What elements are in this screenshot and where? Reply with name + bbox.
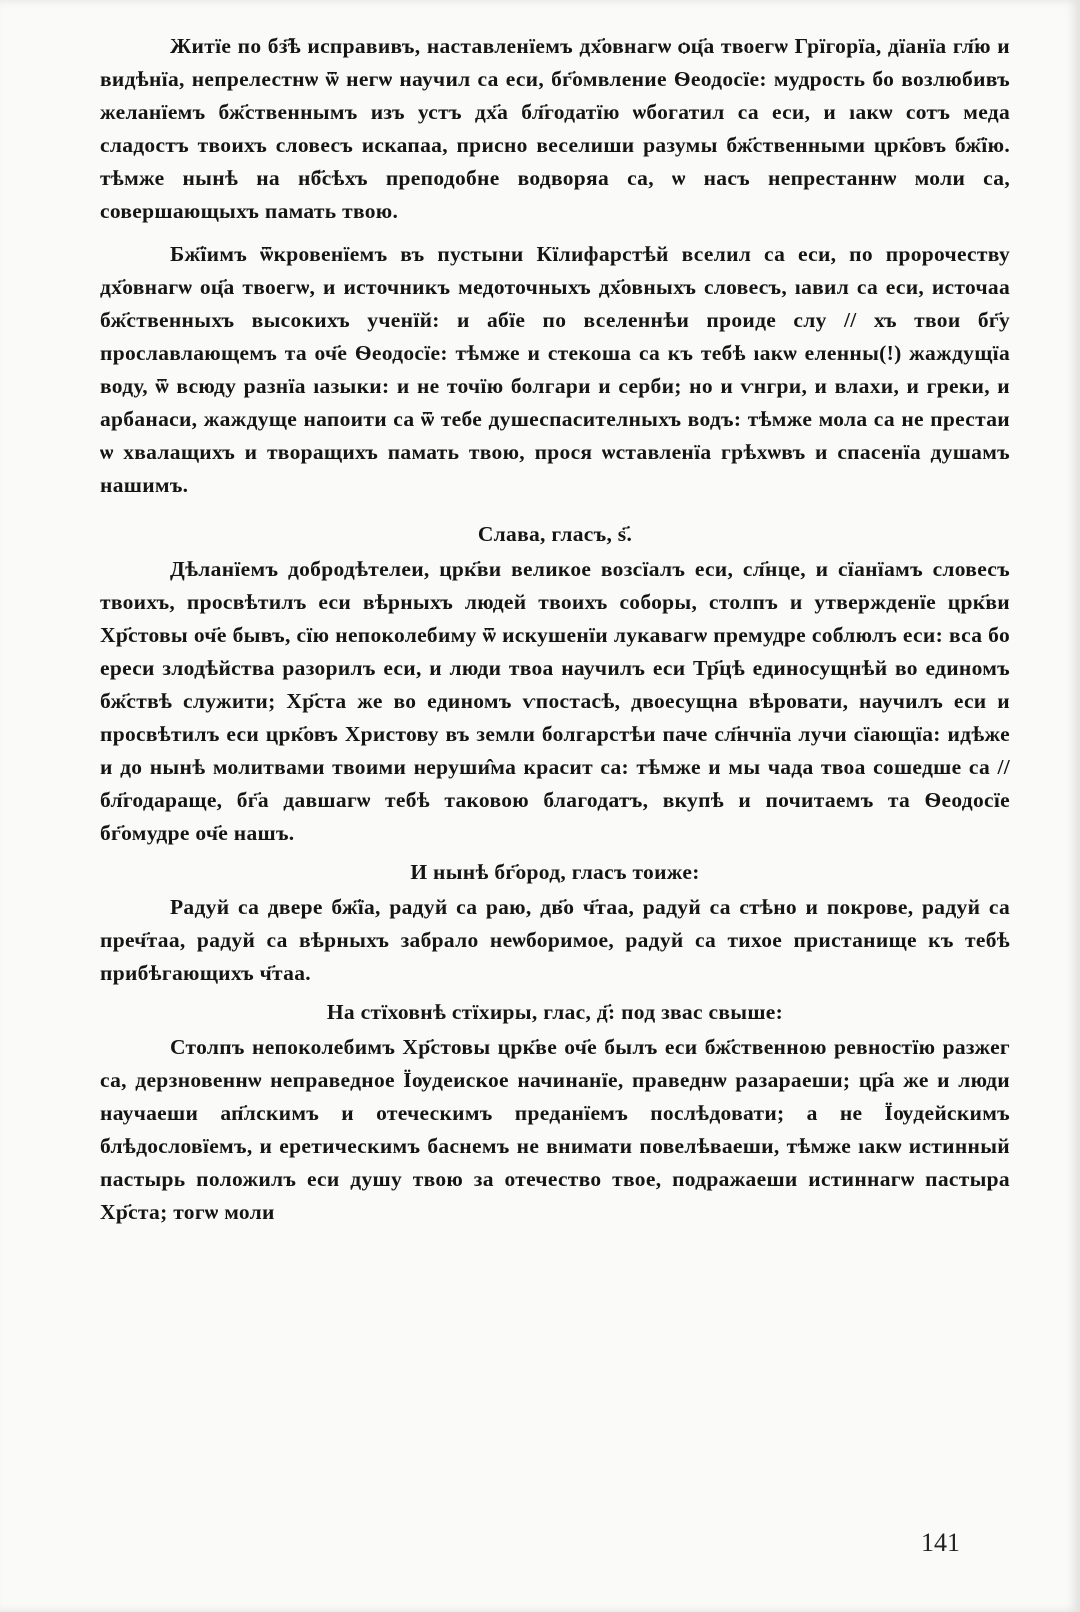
paragraph-2: Бж҃їимъ ѿкровенїемъ въ пустыни Кїлифарстѣй вселил са еси, по пророчеству дх҃овнагѡ оц҃а твоегѡ, и источникъ медоточныхъ дх҃овныхъ словесъ, ıавил са еси, источаа бж҃ственныхъ высокихъ ученїй: и абїе по вселеннѣи проиде слу // хъ твои бг҃у прославлающемъ та оч҃е Ѳеодосїе: тѣмже и стекоша са къ тебѣ ıакѡ еленны(!) жаждущїа воду, ѿ всюду разнїа ıазыки: и не точїю болгари и серби; но и ѵнгри, и влахи, и греки, и арбанаси, жаждуще напоити са ѿ тебе душеспасителныхъ водъ: тѣмже мола са не престаи ѡ хвалащихъ и творащихъ памать твою, прося ѡставленїа грѣхѡвъ и спасенїа душамъ нашимъ. (100, 242, 1010, 497)
paragraph-theotokion: Радуй са двере бж҃їа, радуй са раю, дв҃о ч҃таа, радуй са стѣно и покрове, радуй са преч҃таа, радуй са вѣрныхъ забрало неѡборимое, радуй са тихое пристанище къ тебѣ прибѣгающихъ ч҃таа. (100, 895, 1010, 985)
heading-theotokion: И нынѣ бг҃ород, гласъ тоиже: (410, 860, 700, 884)
paragraph-stichera: Столпъ непоколебимъ Хр҃стовы црк҃ве оч҃е былъ еси бж҃ственною ревностїю разжег са, дерзновеннѡ неправедное Їѹдеиское начинанїе, праведнѡ разараеши; цр҃а же и люди научаеши ап҃лскимъ и отеческимъ преданїемъ послѣдовати; а не Їѹдейскимъ блѣдословїемъ, и еретическимъ баснемъ не внимати повелѣваеши, тѣмже ıакѡ истинный пастырь положилъ еси душу твою за отечество твое, подражаеши истиннагѡ пастыра Хр҃ста; тогѡ моли (100, 1035, 1010, 1224)
heading-stichera: На стїховнѣ стїхиры, глас, д҃: под звас свыше: (326, 1000, 784, 1024)
heading-glory: Слава, гласъ, ѕ҃. (477, 522, 633, 546)
paragraph-1: Житїе по бз҃ѣ исправивъ, наставленїемъ дх҃овнагѡ ѻц҃а твоегѡ Грїгорїа, дїанїа гл҃ю и видѣнїа, непрелестнѡ ѿ негѡ научил са еси, бг҃омвление Ѳеодосїе: мудрость бо возлюбивъ желанїемъ бж҃ственнымъ изъ устъ дх҃а бл҃годатїю ѡбогатил са еси, и ıакѡ сотъ меда сладостъ твоихъ словесъ искапаа, присно веселиши разумы бж҃ственными црк҃овъ бж҃їю. тѣмже нынѣ на нб҃сѣхъ преподобне водворяа са, ѡ насъ непрестаннѡ моли са, совершающыхъ памать твою. (100, 34, 1010, 223)
page-text (100, 30, 1010, 1229)
page-number: 141 (921, 1528, 960, 1557)
paragraph-glory: Дѣланїемъ добродѣтелеи, црк҃ви великое возсїалъ еси, сл҃нце, и сїанїамъ словесъ твоихъ, просвѣтилъ еси вѣрныхъ людей твоихъ соборы, столпъ и утвержденїе црк҃ви Хр҃стовы оч҃е бывъ, сїю непоколебиму ѿ искушенїи лукавагѡ премудре соблюлъ еси: вса бо ереси злодѣйства разорилъ еси, и люди твоа научилъ еси Тр҃цѣ единосущнѣй во единомъ бж҃ствѣ служити; Хр҃ста же во единомъ ѵпостасѣ, двоесущна вѣровати, научилъ еси и просвѣтилъ еси црк҃овъ Христову въ земли болгарстѣи паче сл҃нчнїа лучи сїающїа: идѣже и до нынѣ молитвами твоими неруши̂ма красит са: тѣмже и мы чада твоа сошедше са // бл҃годараще, бг҃а давшагѡ тебѣ таковою благодатъ, вкупѣ и почитаемъ та Ѳеодосїе бг҃омудре оч҃е нашъ. (100, 557, 1010, 845)
